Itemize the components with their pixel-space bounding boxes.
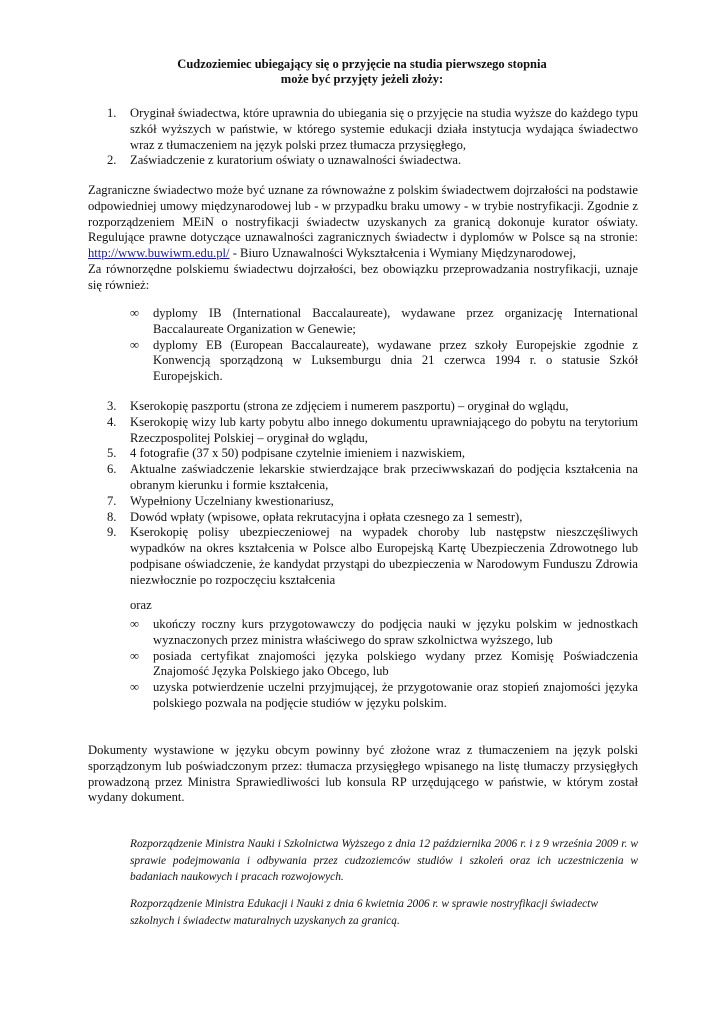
list-item-text: Kserokopię polisy ubezpieczeniowej na wypadek choroby lub następstw nieszczęśliwych wypadków na okres kształcenia w Polsce albo Europejską Kartę Ubezpieczenia Zdrowotnego lub podpisane oświadczenie, że kandydat przystąpi do ubezpieczenia w Narodowym Funduszu Zdrowia niezwłocznie po rozpoczęciu kształcenia	[130, 525, 638, 587]
list-number: 1.	[107, 106, 117, 120]
list-number: 3.	[107, 399, 117, 413]
list-item	[130, 306, 638, 338]
footnote-regulation-2: Rozporządzenie Ministra Edukacji i Nauki z dnia 6 kwietnia 2006 r. w sprawie nostryfikacji świadectw szkolnych i świadectw maturalnych uzyskanych za granicą.	[130, 898, 598, 927]
title-line-2: może być przyjęty jeżeli złoży:	[280, 72, 444, 86]
oraz-label: oraz	[130, 598, 152, 612]
list-item-text: Kserokopię wizy lub karty pobytu albo innego dokumentu uprawniającego do pobytu na terytorium Rzeczpospolitej Polskiej – oryginał do wglądu,	[130, 414, 638, 445]
list-item-text: 4 fotografie (37 x 50) podpisane czytelnie imieniem i nazwiskiem,	[130, 446, 466, 461]
list-number: 7.	[107, 493, 117, 508]
list-item-text: Kserokopię paszportu (strona ze zdjęciem i numerem paszportu) – oryginał do wglądu,	[130, 399, 569, 413]
page-title	[0, 57, 724, 87]
list-number: 9.	[107, 525, 117, 540]
infinity-bullet-icon: ∞	[130, 617, 139, 631]
infinity-bullet-icon: ∞	[130, 337, 139, 352]
list-item	[88, 153, 638, 169]
buwiwm-link[interactable]: http://www.buwiwm.edu.pl/	[88, 246, 230, 261]
diploma-bullets	[130, 306, 638, 385]
list-item	[88, 399, 638, 415]
list-item-text: Aktualne zaświadczenie lekarskie stwierdzające brak przeciwwskazań do podjęcia kształcenia na obranym kierunku i formie kształcenia,	[130, 462, 638, 492]
recognition-text-end: - Biuro Uznawalności Wykształcenia i Wymiany Międzynarodowej,	[229, 246, 576, 261]
list-item	[130, 649, 638, 681]
list-item	[88, 106, 638, 153]
bullet-text: dyplomy IB (International Baccalaureate), wydawane przez organizację International Baccalaureate Organization w Genewie;	[153, 306, 638, 336]
list-number: 6.	[107, 462, 117, 477]
list-item	[88, 415, 638, 447]
translation-paragraph: Dokumenty wystawione w języku obcym powinny być złożone wraz z tłumaczeniem na język polski sporządzonym lub poświadczonym przez: tłumacza przysięgłego wpisanego na listę tłumaczy przysięgłych prowadzoną przez Ministra Sprawiedliwości lub konsula RP urzędującego w państwie, w którym został wydany dokument.	[88, 743, 638, 805]
bullet-text: ukończy roczny kurs przygotowawczy do podjęcia nauki w języku polskim w jednostkach wyznaczonych przez ministra właściwego do spraw szkolnictwa wyższego, lub	[153, 617, 638, 647]
language-bullets	[130, 617, 638, 712]
requirements-list-2	[88, 399, 638, 589]
bullet-text: posiada certyfikat znajomości języka polskiego wydany przez Komisję Poświadczenia Znajomość Języka Polskiego jako Obcego, lub	[153, 648, 638, 679]
list-item-text: Zaświadczenie z kuratorium oświaty o uznawalności świadectwa.	[130, 153, 462, 168]
list-item-text: Dowód wpłaty (wpisowe, opłata rekrutacyjna i opłata czesnego za 1 semestr),	[130, 509, 523, 524]
list-item-text: Oryginał świadectwa, które uprawnia do ubiegania się o przyjęcie na studia wyższe do każdego typu szkół wyższych w państwie, w którego systemie edukacji działa instytucja wydająca świadectwo wraz z tłumaczeniem na język polski przez tłumacza przysięgłego,	[130, 106, 638, 152]
requirements-list-1	[88, 106, 638, 169]
equivalence-text: Za równorzędne polskiemu świadectwu dojrzałości, bez obowiązku przeprowadzania nostryfikacji, uznaje się również:	[88, 261, 638, 292]
infinity-bullet-icon: ∞	[130, 306, 139, 320]
list-item	[88, 494, 638, 510]
footnote-regulation-1: Rozporządzenie Ministra Nauki i Szkolnictwa Wyższego z dnia 12 października 2006 r. i z 9 września 2009 r. w sprawie podejmowania i odbywania przez cudzoziemców studiów i szkoleń oraz ich uczestniczenia w badaniach naukowych i pracach rozwojowych.	[130, 838, 638, 883]
bullet-text: dyplomy EB (European Baccalaureate), wydawane przez szkoły Europejskie zgodnie z Konwencją sporządzoną w Luksemburgu dnia 21 czerwca 1994 r. o statusie Szkół Europejskich.	[153, 337, 638, 384]
list-item	[130, 338, 638, 385]
recognition-text	[88, 183, 638, 262]
list-item	[88, 525, 638, 588]
list-item	[130, 617, 638, 649]
title-line-1: Cudzoziemiec ubiegający się o przyjęcie na studia pierwszego stopnia	[177, 57, 547, 71]
list-item-text: Wypełniony Uczelniany kwestionariusz,	[130, 493, 334, 508]
list-item	[130, 680, 638, 712]
recognition-text-start: Zagraniczne świadectwo może być uznane za równoważne z polskim świadectwem dojrzałości na podstawie odpowiedniej umowy międzynarodowej lub - w przypadku braku umowy - w trybie nostryfikacji. Zgodnie z rozporządzeniem MEiN o nostryfikacji świadectw uzyskanych za granicą dokonuje kurator oświaty. Regulujące prawne dotyczące uznawalności zagranicznych świadectw i dyplomów w Polsce są na stronie:	[88, 183, 638, 245]
list-item	[88, 462, 638, 494]
list-number: 2.	[107, 153, 117, 168]
infinity-bullet-icon: ∞	[130, 680, 139, 695]
bullet-text: uzyska potwierdzenie uczelni przyjmującej, że przygotowanie oraz stopień znajomości języka polskiego pozwala na podjęcie studiów w języku polskim.	[153, 680, 638, 710]
list-item	[88, 446, 638, 462]
infinity-bullet-icon: ∞	[130, 648, 139, 663]
list-number: 5.	[107, 446, 117, 461]
list-number: 8.	[107, 509, 117, 524]
recognition-paragraph	[88, 183, 638, 294]
list-item	[88, 510, 638, 526]
list-number: 4.	[107, 414, 117, 429]
